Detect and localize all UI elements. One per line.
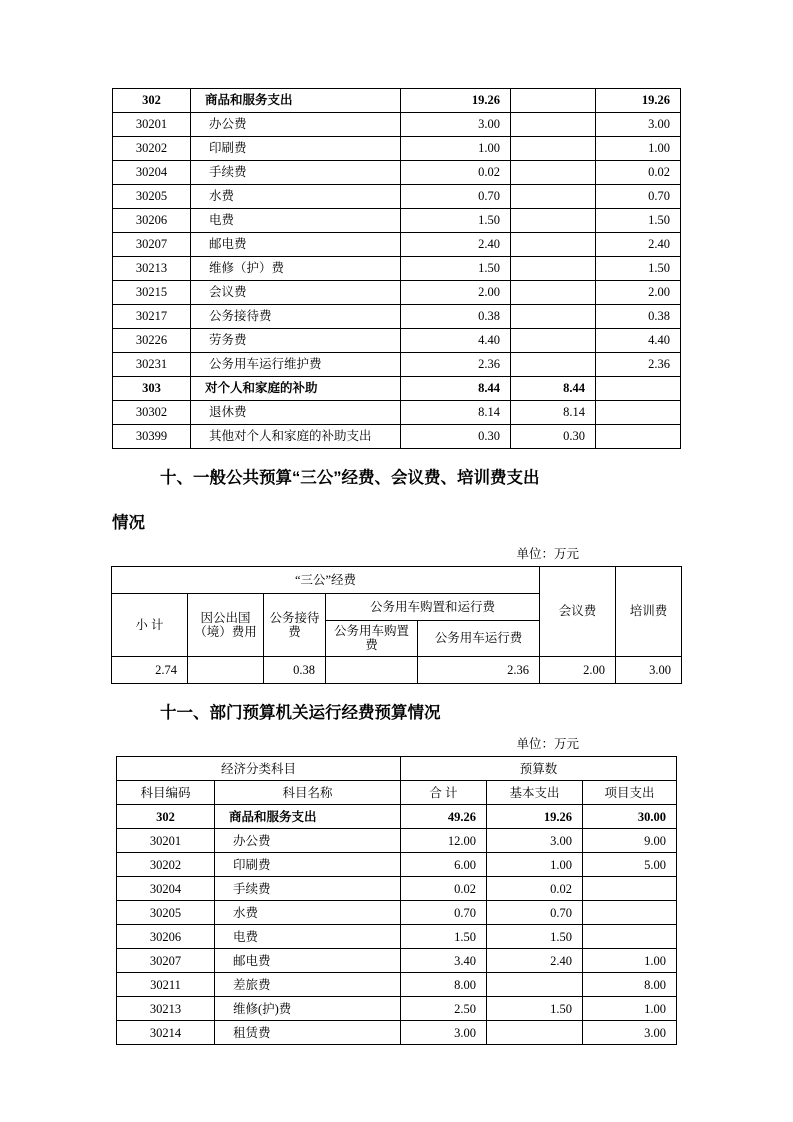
row-code: 302: [116, 805, 214, 829]
row-code: 30207: [113, 233, 191, 257]
row-name: 退休费: [191, 401, 401, 425]
row-name: 其他对个人和家庭的补助支出: [191, 425, 401, 449]
row-total: 0.30: [401, 425, 511, 449]
row-name: 公务用车运行维护费: [191, 353, 401, 377]
row-code: 30201: [116, 829, 214, 853]
table-row: [113, 377, 681, 401]
row-total: 4.40: [401, 329, 511, 353]
row-project: 1.00: [583, 949, 677, 973]
row-code: 30204: [116, 877, 214, 901]
row-name: 水费: [191, 185, 401, 209]
row-total: 1.50: [401, 257, 511, 281]
training-fee-header: 培训费: [616, 567, 682, 657]
agency-operating-expenses-table: [116, 756, 677, 1045]
row-name: 办公费: [191, 113, 401, 137]
row-code: 30226: [113, 329, 191, 353]
table-row: [113, 401, 681, 425]
row-total: 12.00: [401, 829, 487, 853]
row-basic: 2.40: [487, 949, 583, 973]
reception-fee-value: 0.38: [263, 656, 325, 683]
row-code: 30399: [113, 425, 191, 449]
row-project: 9.00: [583, 829, 677, 853]
row-code: 30206: [113, 209, 191, 233]
row-total: 2.40: [401, 233, 511, 257]
row-name: 商品和服务支出: [214, 805, 400, 829]
vehicle-group-header: 公务用车购置和运行费: [325, 594, 539, 621]
section-11-unit-label: 单位：万元: [516, 737, 579, 752]
row-code: 30214: [116, 1021, 214, 1045]
row-basic: 19.26: [487, 805, 583, 829]
row-basic: [511, 353, 596, 377]
row-name: 水费: [214, 901, 400, 925]
row-code: 30202: [116, 853, 214, 877]
row-total: 3.00: [401, 1021, 487, 1045]
row-code: 30302: [113, 401, 191, 425]
row-code: 30207: [116, 949, 214, 973]
table-row: [113, 281, 681, 305]
table-row: [113, 233, 681, 257]
row-name: 维修（护）费: [191, 257, 401, 281]
row-basic: [511, 257, 596, 281]
row-total: 8.14: [401, 401, 511, 425]
row-name: 公务接待费: [191, 305, 401, 329]
row-basic: [487, 973, 583, 997]
row-name: 手续费: [214, 877, 400, 901]
row-project: 1.50: [596, 257, 681, 281]
table-row: [113, 161, 681, 185]
table-header-row: [116, 781, 676, 805]
row-name: 印刷费: [214, 853, 400, 877]
section-10-heading-line1: 十、一般公共预算“三公”经费、会议费、培训费支出: [160, 469, 540, 487]
row-basic: [511, 329, 596, 353]
abroad-fee-value: [187, 656, 263, 683]
budget-detail-table-continued: [112, 88, 681, 449]
project-column-header: 项目支出: [583, 781, 677, 805]
table-row: [113, 425, 681, 449]
row-basic: [511, 185, 596, 209]
row-project: 8.00: [583, 973, 677, 997]
row-total: 8.00: [401, 973, 487, 997]
row-total: 0.02: [401, 161, 511, 185]
table-row: [113, 89, 681, 113]
row-project: 2.40: [596, 233, 681, 257]
table-row: [116, 829, 676, 853]
row-total: 19.26: [401, 89, 511, 113]
row-basic: 3.00: [487, 829, 583, 853]
row-project: 1.50: [596, 209, 681, 233]
table-row: [116, 925, 676, 949]
table-row: [116, 877, 676, 901]
row-name: 电费: [214, 925, 400, 949]
code-column-header: 科目编码: [116, 781, 214, 805]
row-code: 30217: [113, 305, 191, 329]
row-total: 8.44: [401, 377, 511, 401]
row-total: 1.50: [401, 209, 511, 233]
row-total: 2.00: [401, 281, 511, 305]
table2-wrapper: [112, 566, 681, 684]
section-10-unit-label: 单位：万元: [516, 547, 579, 562]
abroad-fee-header: 因公出国（境）费用: [187, 594, 263, 657]
row-code: 30231: [113, 353, 191, 377]
row-basic: 1.00: [487, 853, 583, 877]
row-code: 30201: [113, 113, 191, 137]
row-total: 0.38: [401, 305, 511, 329]
row-code: 303: [113, 377, 191, 401]
row-basic: [511, 209, 596, 233]
row-total: 0.70: [401, 901, 487, 925]
row-project: 2.36: [596, 353, 681, 377]
row-basic: 1.50: [487, 925, 583, 949]
table-header-row: [116, 757, 676, 781]
row-project: 0.02: [596, 161, 681, 185]
row-basic: [511, 137, 596, 161]
table-row: [113, 257, 681, 281]
table-row: [116, 1021, 676, 1045]
row-project: 0.38: [596, 305, 681, 329]
row-total: 2.50: [401, 997, 487, 1021]
row-basic: 1.50: [487, 997, 583, 1021]
row-code: 30215: [113, 281, 191, 305]
subtotal-value: 2.74: [111, 656, 187, 683]
row-basic: [511, 281, 596, 305]
training-fee-value: 3.00: [616, 656, 682, 683]
name-column-header: 科目名称: [214, 781, 400, 805]
row-code: 30204: [113, 161, 191, 185]
table-row: [111, 656, 681, 683]
row-total: 6.00: [401, 853, 487, 877]
row-project: 3.00: [583, 1021, 677, 1045]
row-name: 差旅费: [214, 973, 400, 997]
budget-amount-group-header: 预算数: [401, 757, 677, 781]
row-name: 商品和服务支出: [191, 89, 401, 113]
row-name: 维修(护)费: [214, 997, 400, 1021]
vehicle-operation-value: 2.36: [417, 656, 539, 683]
row-code: 30213: [113, 257, 191, 281]
row-name: 印刷费: [191, 137, 401, 161]
row-code: 302: [113, 89, 191, 113]
row-project: [596, 401, 681, 425]
row-project: [596, 425, 681, 449]
row-basic: [511, 161, 596, 185]
row-name: 手续费: [191, 161, 401, 185]
section-10-heading-line2: 情况: [112, 513, 145, 532]
table-row: [116, 853, 676, 877]
row-code: 30213: [116, 997, 214, 1021]
row-project: [583, 901, 677, 925]
row-project: 3.00: [596, 113, 681, 137]
row-code: 30202: [113, 137, 191, 161]
row-total: 1.00: [401, 137, 511, 161]
row-name: 电费: [191, 209, 401, 233]
row-basic: 0.30: [511, 425, 596, 449]
economic-category-group-header: 经济分类科目: [116, 757, 400, 781]
row-total: 3.00: [401, 113, 511, 137]
row-project: [583, 877, 677, 901]
table-row: [113, 185, 681, 209]
section-11-heading: 十一、部门预算机关运行经费预算情况: [160, 703, 441, 722]
vehicle-purchase-value: [325, 656, 417, 683]
three-public-expenses-table: [111, 566, 682, 684]
row-name: 邮电费: [191, 233, 401, 257]
basic-column-header: 基本支出: [487, 781, 583, 805]
row-project: 5.00: [583, 853, 677, 877]
table-row: [116, 805, 676, 829]
reception-fee-header: 公务接待费: [263, 594, 325, 657]
row-basic: 8.14: [511, 401, 596, 425]
row-basic: 0.70: [487, 901, 583, 925]
row-project: 1.00: [583, 997, 677, 1021]
vehicle-operation-header: 公务用车运行费: [417, 621, 539, 657]
row-name: 租赁费: [214, 1021, 400, 1045]
row-code: 30205: [116, 901, 214, 925]
row-project: 0.70: [596, 185, 681, 209]
row-project: 1.00: [596, 137, 681, 161]
row-code: 30205: [113, 185, 191, 209]
row-project: 4.40: [596, 329, 681, 353]
table-row: [116, 901, 676, 925]
row-basic: [511, 113, 596, 137]
row-project: [596, 377, 681, 401]
row-total: 0.02: [401, 877, 487, 901]
table-row: [113, 137, 681, 161]
table-row: [111, 567, 681, 594]
table-row: [116, 949, 676, 973]
row-project: 19.26: [596, 89, 681, 113]
table-row: [113, 305, 681, 329]
row-total: 49.26: [401, 805, 487, 829]
total-column-header: 合 计: [401, 781, 487, 805]
row-name: 会议费: [191, 281, 401, 305]
subtotal-header: 小 计: [111, 594, 187, 657]
three-public-group-title: “三公”经费: [111, 567, 539, 594]
row-total: 0.70: [401, 185, 511, 209]
meeting-fee-value: 2.00: [540, 656, 616, 683]
table3-wrapper: [112, 756, 681, 1045]
table-row: [113, 329, 681, 353]
row-name: 邮电费: [214, 949, 400, 973]
row-total: 3.40: [401, 949, 487, 973]
vehicle-purchase-header: 公务用车购置费: [325, 621, 417, 657]
meeting-fee-header: 会议费: [540, 567, 616, 657]
table-row: [113, 353, 681, 377]
row-basic: [511, 89, 596, 113]
row-name: 劳务费: [191, 329, 401, 353]
row-project: 2.00: [596, 281, 681, 305]
table1-wrapper: [112, 88, 681, 449]
row-basic: 8.44: [511, 377, 596, 401]
table-row: [116, 973, 676, 997]
table-row: [116, 997, 676, 1021]
row-code: 30211: [116, 973, 214, 997]
row-basic: 0.02: [487, 877, 583, 901]
row-basic: [487, 1021, 583, 1045]
row-total: 1.50: [401, 925, 487, 949]
table-row: [113, 113, 681, 137]
row-project: [583, 925, 677, 949]
row-basic: [511, 305, 596, 329]
row-name: 办公费: [214, 829, 400, 853]
row-basic: [511, 233, 596, 257]
row-project: 30.00: [583, 805, 677, 829]
row-name: 对个人和家庭的补助: [191, 377, 401, 401]
table-row: [113, 209, 681, 233]
row-code: 30206: [116, 925, 214, 949]
row-total: 2.36: [401, 353, 511, 377]
